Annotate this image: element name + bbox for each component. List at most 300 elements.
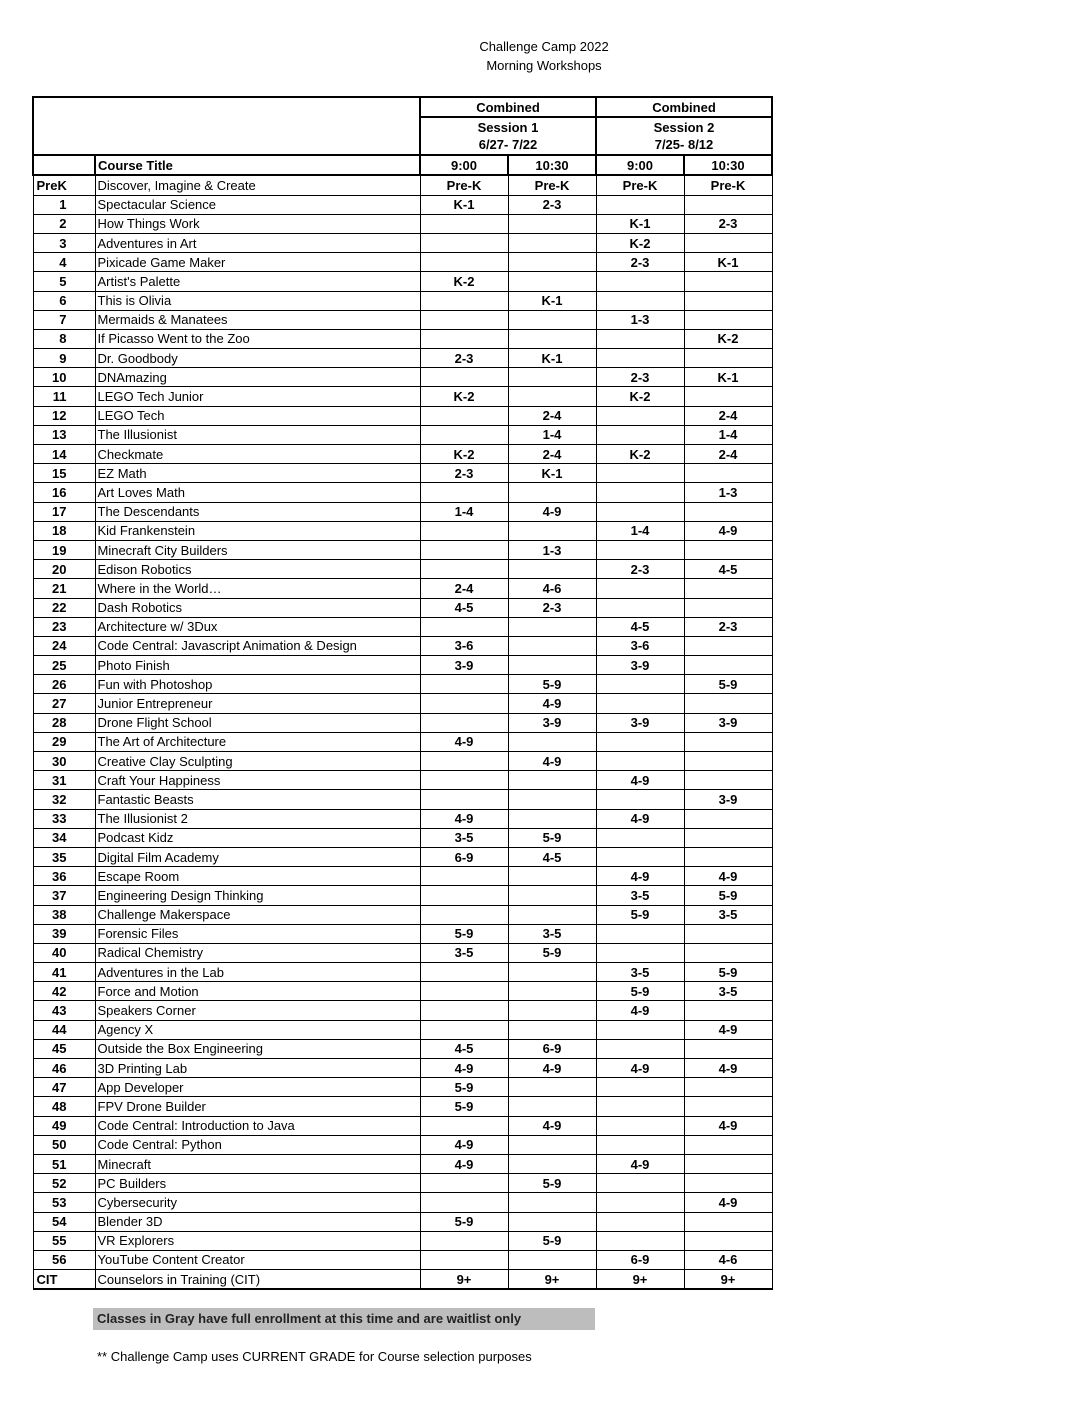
course-number: CIT bbox=[33, 1270, 95, 1290]
session2-label: Session 2 bbox=[653, 120, 715, 136]
course-title: Engineering Design Thinking bbox=[95, 886, 420, 905]
table-row bbox=[33, 1059, 772, 1078]
grade-cell: 4-9 bbox=[684, 1193, 772, 1212]
number-column-header bbox=[33, 155, 95, 175]
grade-cell: 3-9 bbox=[508, 713, 596, 732]
grade-cell: 2-4 bbox=[684, 445, 772, 464]
course-number: 51 bbox=[33, 1154, 95, 1173]
course-title: The Illusionist bbox=[95, 425, 420, 444]
course-title: Spectacular Science bbox=[95, 195, 420, 214]
course-number: 17 bbox=[33, 502, 95, 521]
time-header-s2-900: 9:00 bbox=[596, 155, 684, 175]
course-number: 36 bbox=[33, 867, 95, 886]
course-title: Fun with Photoshop bbox=[95, 675, 420, 694]
grade-cell bbox=[684, 1135, 772, 1154]
grade-cell bbox=[508, 771, 596, 790]
grade-cell: 4-9 bbox=[596, 771, 684, 790]
grade-cell: 4-9 bbox=[508, 1116, 596, 1135]
course-title: Code Central: Javascript Animation & Design bbox=[95, 636, 420, 655]
grade-cell: 5-9 bbox=[508, 1174, 596, 1193]
grade-cell: K-1 bbox=[420, 195, 508, 214]
grade-cell bbox=[684, 1078, 772, 1097]
table-row bbox=[33, 329, 772, 348]
course-title: Blender 3D bbox=[95, 1212, 420, 1231]
grade-cell bbox=[420, 406, 508, 425]
grade-cell bbox=[508, 483, 596, 502]
table-row bbox=[33, 598, 772, 617]
grade-cell: Pre-K bbox=[420, 175, 508, 195]
grade-cell: 1-3 bbox=[508, 540, 596, 559]
table-row bbox=[33, 828, 772, 847]
grade-cell bbox=[508, 1020, 596, 1039]
table-row bbox=[33, 905, 772, 924]
course-number: 8 bbox=[33, 329, 95, 348]
course-title: If Picasso Went to the Zoo bbox=[95, 329, 420, 348]
course-number: 12 bbox=[33, 406, 95, 425]
grade-cell: Pre-K bbox=[684, 175, 772, 195]
course-number: 46 bbox=[33, 1059, 95, 1078]
table-row bbox=[33, 483, 772, 502]
course-title: Challenge Makerspace bbox=[95, 905, 420, 924]
grade-cell bbox=[684, 1212, 772, 1231]
title-line-2: Morning Workshops bbox=[486, 58, 602, 73]
grade-cell: 4-9 bbox=[420, 1135, 508, 1154]
grade-cell bbox=[596, 195, 684, 214]
workshop-schedule-table bbox=[32, 96, 773, 1290]
grade-cell bbox=[420, 1250, 508, 1269]
grade-cell: 3-5 bbox=[596, 963, 684, 982]
grade-cell bbox=[684, 828, 772, 847]
grade-cell: 3-5 bbox=[420, 943, 508, 962]
course-title: EZ Math bbox=[95, 464, 420, 483]
course-title: FPV Drone Builder bbox=[95, 1097, 420, 1116]
table-row bbox=[33, 713, 772, 732]
grade-cell bbox=[684, 771, 772, 790]
grade-cell bbox=[596, 790, 684, 809]
grade-cell: K-2 bbox=[420, 272, 508, 291]
grade-cell bbox=[420, 675, 508, 694]
table-row bbox=[33, 1116, 772, 1135]
course-title: YouTube Content Creator bbox=[95, 1250, 420, 1269]
table-row bbox=[33, 233, 772, 252]
grade-cell bbox=[508, 521, 596, 540]
course-title: Podcast Kidz bbox=[95, 828, 420, 847]
grade-cell bbox=[596, 924, 684, 943]
table-row bbox=[33, 886, 772, 905]
grade-cell: 4-9 bbox=[508, 752, 596, 771]
grade-cell: 3-5 bbox=[420, 828, 508, 847]
table-row bbox=[33, 195, 772, 214]
grade-cell bbox=[596, 732, 684, 751]
table-row bbox=[33, 1231, 772, 1250]
grade-cell bbox=[420, 233, 508, 252]
table-row bbox=[33, 771, 772, 790]
grade-cell bbox=[684, 540, 772, 559]
table-row bbox=[33, 425, 772, 444]
time-header-s1-900: 9:00 bbox=[420, 155, 508, 175]
grade-cell: 5-9 bbox=[508, 1231, 596, 1250]
grade-cell: 4-9 bbox=[684, 867, 772, 886]
grade-cell bbox=[684, 598, 772, 617]
grade-cell bbox=[508, 233, 596, 252]
table-row bbox=[33, 694, 772, 713]
course-title: Checkmate bbox=[95, 445, 420, 464]
grade-cell bbox=[596, 1174, 684, 1193]
course-title: Edison Robotics bbox=[95, 560, 420, 579]
course-number: 31 bbox=[33, 771, 95, 790]
grade-cell bbox=[596, 349, 684, 368]
header-blank-cell bbox=[33, 97, 420, 155]
table-row bbox=[33, 387, 772, 406]
grade-cell bbox=[508, 982, 596, 1001]
grade-cell bbox=[596, 1039, 684, 1058]
table-row bbox=[33, 1097, 772, 1116]
table-row bbox=[33, 310, 772, 329]
course-title: Escape Room bbox=[95, 867, 420, 886]
grade-cell: 9+ bbox=[684, 1270, 772, 1290]
course-title: LEGO Tech bbox=[95, 406, 420, 425]
course-number: 13 bbox=[33, 425, 95, 444]
course-title: Code Central: Python bbox=[95, 1135, 420, 1154]
course-title: Discover, Imagine & Create bbox=[95, 175, 420, 195]
table-row bbox=[33, 732, 772, 751]
grade-cell bbox=[420, 867, 508, 886]
grade-cell: 1-4 bbox=[684, 425, 772, 444]
course-number: 56 bbox=[33, 1250, 95, 1269]
grade-cell bbox=[508, 636, 596, 655]
grade-cell bbox=[508, 1001, 596, 1020]
grade-cell bbox=[508, 1154, 596, 1173]
grade-cell bbox=[420, 1193, 508, 1212]
course-title: Architecture w/ 3Dux bbox=[95, 617, 420, 636]
course-number: 24 bbox=[33, 636, 95, 655]
grade-cell: 3-9 bbox=[596, 713, 684, 732]
grade-cell: 2-3 bbox=[508, 598, 596, 617]
course-title: How Things Work bbox=[95, 214, 420, 233]
table-row bbox=[33, 867, 772, 886]
grade-cell bbox=[684, 1231, 772, 1250]
grade-cell bbox=[420, 713, 508, 732]
table-row bbox=[33, 617, 772, 636]
table-row bbox=[33, 1001, 772, 1020]
grade-footnote: ** Challenge Camp uses CURRENT GRADE for Course selection purposes bbox=[97, 1349, 532, 1364]
waitlist-note: Classes in Gray have full enrollment at this time and are waitlist only bbox=[93, 1308, 595, 1330]
grade-cell: 4-9 bbox=[420, 1154, 508, 1173]
course-title: Kid Frankenstein bbox=[95, 521, 420, 540]
grade-cell bbox=[508, 790, 596, 809]
grade-cell: 2-3 bbox=[420, 464, 508, 483]
table-row bbox=[33, 752, 772, 771]
grade-cell: 4-5 bbox=[508, 847, 596, 866]
grade-cell bbox=[508, 886, 596, 905]
grade-cell bbox=[420, 982, 508, 1001]
table-row bbox=[33, 790, 772, 809]
course-number: 15 bbox=[33, 464, 95, 483]
grade-cell bbox=[596, 1097, 684, 1116]
grade-cell: 4-5 bbox=[596, 617, 684, 636]
grade-cell bbox=[684, 291, 772, 310]
table-row bbox=[33, 464, 772, 483]
session1-label: Session 1 bbox=[477, 120, 539, 136]
table-row bbox=[33, 675, 772, 694]
grade-cell bbox=[508, 329, 596, 348]
grade-cell bbox=[684, 349, 772, 368]
grade-cell: 2-3 bbox=[596, 368, 684, 387]
course-number: 50 bbox=[33, 1135, 95, 1154]
grade-cell bbox=[420, 368, 508, 387]
grade-cell: 1-4 bbox=[508, 425, 596, 444]
table-row bbox=[33, 253, 772, 272]
grade-cell bbox=[420, 310, 508, 329]
grade-cell bbox=[596, 1231, 684, 1250]
course-number: 3 bbox=[33, 233, 95, 252]
grade-cell bbox=[596, 540, 684, 559]
course-title: This is Olivia bbox=[95, 291, 420, 310]
grade-cell bbox=[684, 732, 772, 751]
grade-cell: 4-9 bbox=[596, 1059, 684, 1078]
grade-cell bbox=[508, 1250, 596, 1269]
table-row bbox=[33, 982, 772, 1001]
grade-cell bbox=[508, 963, 596, 982]
grade-cell bbox=[684, 502, 772, 521]
grade-cell bbox=[508, 617, 596, 636]
grade-cell bbox=[420, 771, 508, 790]
grade-cell bbox=[684, 694, 772, 713]
grade-cell bbox=[420, 560, 508, 579]
course-number: 35 bbox=[33, 847, 95, 866]
grade-cell: 2-3 bbox=[684, 214, 772, 233]
grade-cell bbox=[420, 253, 508, 272]
course-number: 28 bbox=[33, 713, 95, 732]
table-row bbox=[33, 636, 772, 655]
grade-cell bbox=[684, 1001, 772, 1020]
table-row bbox=[33, 445, 772, 464]
course-number: 23 bbox=[33, 617, 95, 636]
grade-cell bbox=[508, 1078, 596, 1097]
course-title: Minecraft City Builders bbox=[95, 540, 420, 559]
course-number: 47 bbox=[33, 1078, 95, 1097]
grade-cell bbox=[596, 675, 684, 694]
table-row bbox=[33, 1250, 772, 1269]
table-row bbox=[33, 1193, 772, 1212]
grade-cell bbox=[420, 790, 508, 809]
grade-cell: 6-9 bbox=[596, 1250, 684, 1269]
grade-cell: 5-9 bbox=[684, 675, 772, 694]
course-number: 26 bbox=[33, 675, 95, 694]
course-title: Code Central: Introduction to Java bbox=[95, 1116, 420, 1135]
table-row bbox=[33, 656, 772, 675]
table-row bbox=[33, 963, 772, 982]
grade-cell: Pre-K bbox=[508, 175, 596, 195]
table-row bbox=[33, 521, 772, 540]
grade-cell bbox=[508, 905, 596, 924]
course-number: 52 bbox=[33, 1174, 95, 1193]
grade-cell: 4-5 bbox=[420, 1039, 508, 1058]
grade-cell bbox=[684, 272, 772, 291]
course-title: Creative Clay Sculpting bbox=[95, 752, 420, 771]
session1-combined-header: Combined bbox=[420, 97, 596, 117]
course-title: PC Builders bbox=[95, 1174, 420, 1193]
grade-cell: 3-6 bbox=[596, 636, 684, 655]
course-number: 16 bbox=[33, 483, 95, 502]
course-number: 2 bbox=[33, 214, 95, 233]
grade-cell bbox=[596, 483, 684, 502]
grade-cell: 4-6 bbox=[508, 579, 596, 598]
grade-cell bbox=[508, 1135, 596, 1154]
grade-cell bbox=[508, 1212, 596, 1231]
grade-cell bbox=[508, 1097, 596, 1116]
grade-cell bbox=[420, 694, 508, 713]
grade-cell bbox=[596, 406, 684, 425]
grade-cell bbox=[420, 1020, 508, 1039]
grade-cell bbox=[596, 464, 684, 483]
grade-cell: 5-9 bbox=[684, 886, 772, 905]
grade-cell bbox=[420, 905, 508, 924]
grade-cell bbox=[596, 1116, 684, 1135]
course-title: Adventures in the Lab bbox=[95, 963, 420, 982]
grade-cell: 1-4 bbox=[420, 502, 508, 521]
table-row bbox=[33, 349, 772, 368]
grade-cell bbox=[684, 1154, 772, 1173]
course-title: The Art of Architecture bbox=[95, 732, 420, 751]
grade-cell bbox=[596, 502, 684, 521]
grade-cell bbox=[684, 387, 772, 406]
grade-cell: 4-9 bbox=[596, 809, 684, 828]
course-number: 27 bbox=[33, 694, 95, 713]
table-row bbox=[33, 291, 772, 310]
grade-cell: K-2 bbox=[420, 445, 508, 464]
course-number: 19 bbox=[33, 540, 95, 559]
course-number: 18 bbox=[33, 521, 95, 540]
course-number: 43 bbox=[33, 1001, 95, 1020]
grade-cell bbox=[508, 1193, 596, 1212]
grade-cell: 2-3 bbox=[596, 560, 684, 579]
course-number: 48 bbox=[33, 1097, 95, 1116]
grade-cell: K-1 bbox=[508, 291, 596, 310]
grade-cell bbox=[508, 867, 596, 886]
grade-cell: 2-3 bbox=[420, 349, 508, 368]
table-row bbox=[33, 1039, 772, 1058]
grade-cell bbox=[596, 291, 684, 310]
grade-cell: 2-4 bbox=[508, 406, 596, 425]
grade-cell: 5-9 bbox=[420, 1097, 508, 1116]
grade-cell: 4-9 bbox=[684, 521, 772, 540]
time-header-s1-1030: 10:30 bbox=[508, 155, 596, 175]
course-title: The Descendants bbox=[95, 502, 420, 521]
table-row bbox=[33, 924, 772, 943]
course-number: 21 bbox=[33, 579, 95, 598]
grade-cell: 3-9 bbox=[684, 713, 772, 732]
grade-cell: K-2 bbox=[596, 387, 684, 406]
grade-cell: 2-3 bbox=[684, 617, 772, 636]
course-title: Forensic Files bbox=[95, 924, 420, 943]
grade-cell: K-1 bbox=[508, 349, 596, 368]
grade-cell bbox=[420, 483, 508, 502]
grade-cell: 5-9 bbox=[420, 1212, 508, 1231]
document-title bbox=[0, 37, 1088, 75]
grade-cell bbox=[508, 214, 596, 233]
grade-cell: 1-3 bbox=[596, 310, 684, 329]
course-number: 38 bbox=[33, 905, 95, 924]
grade-cell bbox=[596, 694, 684, 713]
grade-cell: 4-9 bbox=[596, 1154, 684, 1173]
grade-cell: 4-5 bbox=[684, 560, 772, 579]
grade-cell: 2-4 bbox=[684, 406, 772, 425]
grade-cell: 3-5 bbox=[596, 886, 684, 905]
grade-cell bbox=[596, 752, 684, 771]
course-number: 33 bbox=[33, 809, 95, 828]
grade-cell: 3-5 bbox=[684, 905, 772, 924]
course-title: App Developer bbox=[95, 1078, 420, 1097]
course-title: Drone Flight School bbox=[95, 713, 420, 732]
grade-cell bbox=[684, 847, 772, 866]
course-title: LEGO Tech Junior bbox=[95, 387, 420, 406]
course-number: 4 bbox=[33, 253, 95, 272]
grade-cell: 5-9 bbox=[420, 1078, 508, 1097]
grade-cell bbox=[596, 847, 684, 866]
course-title: Counselors in Training (CIT) bbox=[95, 1270, 420, 1290]
grade-cell bbox=[420, 1174, 508, 1193]
grade-cell bbox=[508, 272, 596, 291]
grade-cell: 4-9 bbox=[596, 1001, 684, 1020]
table-row bbox=[33, 1135, 772, 1154]
grade-cell bbox=[420, 1116, 508, 1135]
grade-cell bbox=[420, 214, 508, 233]
grade-cell: 3-9 bbox=[420, 656, 508, 675]
grade-cell bbox=[508, 387, 596, 406]
grade-cell: 6-9 bbox=[508, 1039, 596, 1058]
grade-cell: K-2 bbox=[684, 329, 772, 348]
course-number: PreK bbox=[33, 175, 95, 195]
grade-cell bbox=[684, 233, 772, 252]
grade-cell bbox=[596, 1020, 684, 1039]
course-title: Mermaids & Manatees bbox=[95, 310, 420, 329]
grade-cell: 5-9 bbox=[508, 943, 596, 962]
grade-cell bbox=[684, 656, 772, 675]
table-row bbox=[33, 502, 772, 521]
table-row bbox=[33, 175, 772, 195]
course-number: 49 bbox=[33, 1116, 95, 1135]
grade-cell: 4-9 bbox=[508, 694, 596, 713]
course-title: 3D Printing Lab bbox=[95, 1059, 420, 1078]
grade-cell bbox=[684, 1097, 772, 1116]
course-title: Force and Motion bbox=[95, 982, 420, 1001]
grade-cell bbox=[596, 1193, 684, 1212]
grade-cell bbox=[684, 1174, 772, 1193]
course-title: Minecraft bbox=[95, 1154, 420, 1173]
table-row bbox=[33, 272, 772, 291]
grade-cell: 2-4 bbox=[420, 579, 508, 598]
grade-cell: 9+ bbox=[596, 1270, 684, 1290]
grade-cell: 5-9 bbox=[508, 828, 596, 847]
grade-cell: 2-4 bbox=[508, 445, 596, 464]
grade-cell bbox=[508, 560, 596, 579]
grade-cell bbox=[508, 253, 596, 272]
table-row bbox=[33, 1078, 772, 1097]
course-number: 54 bbox=[33, 1212, 95, 1231]
grade-cell: 5-9 bbox=[596, 905, 684, 924]
course-title: Adventures in Art bbox=[95, 233, 420, 252]
grade-cell: 5-9 bbox=[420, 924, 508, 943]
grade-cell: 4-9 bbox=[596, 867, 684, 886]
course-number: 53 bbox=[33, 1193, 95, 1212]
grade-cell bbox=[596, 329, 684, 348]
course-title: Digital Film Academy bbox=[95, 847, 420, 866]
grade-cell: 4-9 bbox=[684, 1059, 772, 1078]
grade-cell: 4-9 bbox=[684, 1020, 772, 1039]
course-number: 41 bbox=[33, 963, 95, 982]
grade-cell bbox=[596, 943, 684, 962]
